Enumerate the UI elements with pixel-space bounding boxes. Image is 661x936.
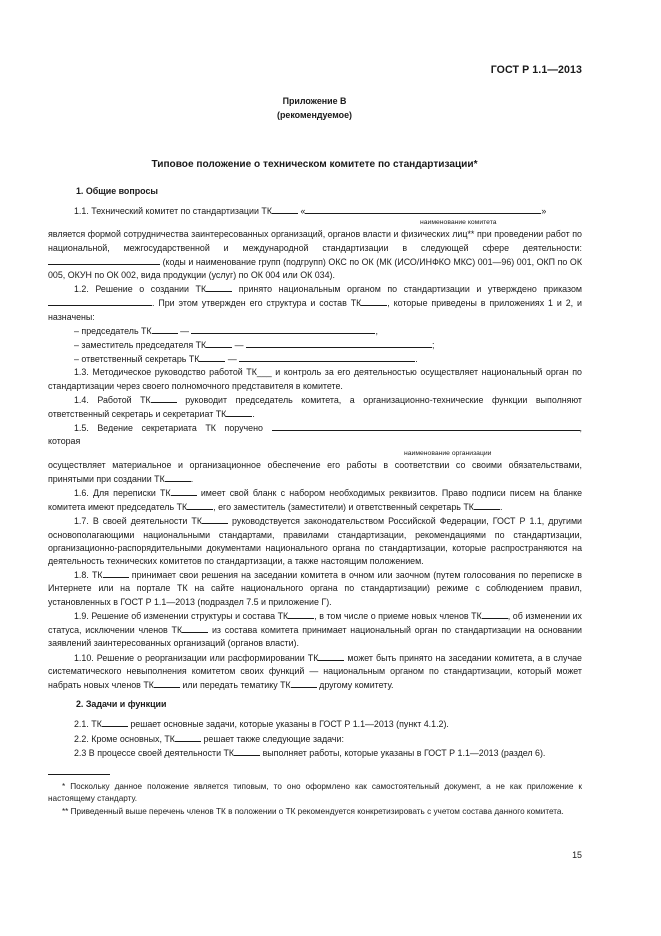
blank-field [48,296,152,306]
clause-2-1 [48,717,582,731]
text: 1.2. Решение о создании ТК [74,284,207,295]
blank-field [48,255,160,265]
text: , [375,325,378,336]
blank-field [152,324,178,334]
list-item-deputy [48,338,582,352]
blank-field [154,678,180,688]
text: может быть принято на заседании комитета, а в случае систематического невыполнения комитетом своих функций — национальным органом по стандартизации, который может набрать новых членов ТК [48,652,582,690]
document-title: Типовое положение о техническом комитете по стандартизации* [151,159,478,170]
annex-subtitle: (рекомендуемое) [277,110,352,120]
blank-field [206,338,232,348]
clause-1-4 [48,393,582,421]
text: 1.1. Технический комитет по стандартизации ТК [74,206,272,217]
text: – председатель ТК [74,325,152,336]
clause-1-3: 1.3. Методическое руководство работой ТК___ и контроль за его деятельностью осуществляет национальный орган по стандартизации через своего полномочного представителя в комитете. [48,367,582,391]
text: ** Приведенный выше перечень членов ТК в положении о ТК рекомендуется конкретизировать с учетом состава данного комитета. [62,806,564,816]
text: принято национальным органом по стандартизации и утверждено приказом [238,284,583,295]
footnote-2 [48,806,582,818]
blank-field [318,651,344,661]
text: решает основные задачи, которые указаны в ГОСТ Р 1.1—2013 (пункт 4.1.2). [130,719,449,730]
text: , в том числе о приеме новых членов ТК [314,610,482,621]
blank-field [171,486,197,496]
text: решает также следующие задачи: [203,733,344,744]
text: – ответственный секретарь ТК [74,354,200,365]
blank-field [206,282,232,292]
clause-2-2 [48,732,582,746]
text: » [541,206,547,217]
text: — [227,354,237,365]
blank-field [191,324,378,336]
blank-field [474,500,503,513]
text: — [180,325,189,336]
blank-field [226,407,255,420]
text: выполняет работы, которые указаны в ГОСТ Р 1.1—2013 (раздел 6). [262,747,546,758]
annex-heading [0,94,629,122]
blank-field [288,609,314,619]
footnote-1 [48,781,582,806]
section-1-heading: 1. Общие вопросы [76,186,158,196]
list-item-secretary [48,352,582,366]
blank-field [239,352,418,365]
blank-field [361,296,387,306]
blank-field [272,421,580,431]
text: (коды и наименование групп (подгрупп) ОКС по ОК (МК (ИСО/ИНФКО МКС) 001—96) 001, ОКП по ОК 005, ОКУН по ОК 002, вида продукции (услуг) по ОК 004 или ОК 034). [48,256,582,281]
clause-1-5-cont [48,459,582,486]
text: 2.1. ТК [74,719,102,730]
text: 2.3 В процессе своей деятельности ТК [74,747,235,758]
document-body [48,185,582,818]
text: « [300,206,306,217]
list-item-chair [48,324,582,338]
blank-field [182,623,208,633]
text: 1.10. Решение о реорганизации или расформировании ТК [74,652,319,663]
text: является формой сотрудничества заинтересованных организаций, органов власти и физических лиц** при проведении работ по национальной, межгосударственной и международной стандартизации в следующей сфере деятельности: [48,229,582,253]
text: , его заместитель (заместители) и ответственный секретарь ТК [213,502,474,513]
clause-2-3 [48,746,582,760]
blank-field [151,393,177,403]
blank-field [234,746,260,756]
clause-1-5 [48,421,582,448]
text: руководствуется законодательством Российской Федерации, ГОСТ Р 1.1, другими основополагающими национальными стандартами, правилами стандартизации, рекомендациями по стандартизации, организационно-распорядительными документами национального органа по стандартизации, которые распространяются на деятельность технических комитетов по стандартизации, а также настоящим положением. [48,516,583,567]
caption-organization-name: наименование организации [404,449,492,457]
footnote-separator [48,774,110,775]
blank-field [102,717,128,727]
blank-field [305,204,541,214]
text: из состава комитета принимает национальный орган по стандартизации на основании заявлений заинтересованных организаций (органов власти). [48,625,583,649]
text: . [415,354,418,365]
blank-field [291,678,317,688]
caption-committee-name: наименование комитета [420,219,497,227]
text: осуществляет материальное и организационное обеспечение его работы в соответствии со своими обязательствами, принятыми при создании ТК [48,459,582,484]
blank-field [199,352,225,362]
text: * Поскольку данное положение является типовым, то оно оформлено как самостоятельный документ, а не как приложение к настоящему стандарту. [48,781,582,804]
page-number: 15 [572,850,582,860]
blank-field [187,500,213,510]
text: , об изменении их статуса, исключении членов ТК [48,610,582,636]
blank-field [103,568,129,578]
text: — [234,340,244,351]
text: . [190,473,194,484]
blank-field [165,472,194,484]
standard-designation: ГОСТ Р 1.1—2013 [490,64,582,76]
text: 1.6. Для переписки ТК [74,488,171,499]
clause-1-1 [48,204,582,218]
text: , которая [48,423,582,447]
text: руководит председатель комитета, а организационно-технические функции выполняют ответственный секретарь и секретариат ТК [48,394,582,420]
text: имеет свой бланк с набором необходимых реквизитов. Право подписи писем на бланке комитета имеют председатель ТК [48,488,583,513]
text: 1.5. Ведение секретариата ТК поручено [74,423,263,434]
text: . [499,502,503,513]
blank-field [175,732,201,742]
clause-1-10 [48,651,582,693]
text: 1.7. В своей деятельности ТК [74,516,202,527]
blank-field [272,204,298,214]
text: или передать тематику ТК [182,679,291,690]
text: – заместитель председателя ТК [74,340,207,351]
text: 1.8. ТК [74,570,103,581]
clause-1-1-cont [48,228,582,282]
clause-1-8 [48,568,582,609]
text: , которые приведены в приложениях 1 и 2, и назначены: [48,298,582,322]
text: . [252,409,255,420]
text: другому комитету. [319,679,394,690]
text: 1.9. Решение об изменении структуры и состава ТК [74,610,289,621]
text: 1.4. Работой ТК [74,394,151,405]
text: . При этом утвержден его структура и состав ТК [152,298,362,309]
text: принимает свои решения на заседании комитета в очном или заочном (путем голосования по переписке в Интернете или на портале ТК на сайте национального органа по стандартизации) режиме с соблюдением правил, установленных в ГОСТ Р 1.1—2013 (подраздел 7.5 и приложение Г). [48,570,582,607]
blank-field [246,338,435,351]
clause-1-2 [48,282,582,324]
text: ; [432,340,435,351]
blank-field [202,514,228,524]
blank-field [482,609,508,619]
section-2-heading: 2. Задачи и функции [76,699,167,710]
clause-1-7 [48,514,582,568]
clause-1-6 [48,486,582,514]
annex-title: Приложение В [282,96,347,106]
clause-1-9 [48,609,582,651]
text: 2.2. Кроме основных, ТК [74,733,175,744]
